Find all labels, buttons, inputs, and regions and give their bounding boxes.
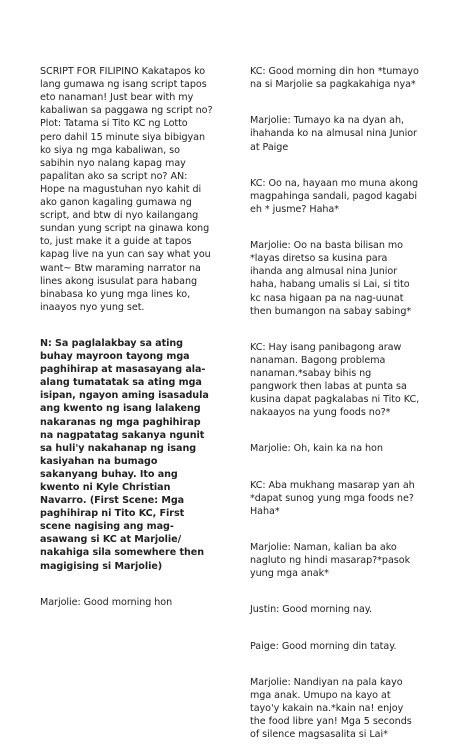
dialogue-line-marjolie: Marjolie: Good morning hon xyxy=(40,596,173,608)
dialogue-line: Marjolie: Tumayo ka na dyan ah, ihahanda ko na almusal nina Junior at Paige xyxy=(250,115,417,153)
right-column xyxy=(250,52,446,754)
script-intro-paragraph: SCRIPT FOR FILIPINO Kakatapos ko lang gumawa ng isang script tapos eto nanaman! Just bear with my kabaliwan sa paggawa ng script no? Plot: Tatama si Tito KC ng Lotto pero dahil 15 minute siya bibigyan ko siya ng mga kabaliwan, so sabihin nyo nalang kapag may papalitan ako sa script no? AN: Hope na magustuhan nyo kahit di ako ganon kagaling gumawa ng script, and btw di nyo kailangang sundan yung script na ginawa kong to, just make it a guide at tapos kapag live na yun can say what you want~ Btw maraming narrator na lines akong isusulat para habang binabasa ko yung mga lines ko, inaayos nyo yung set. xyxy=(40,66,213,313)
dialogue-line: KC: Aba mukhang masarap yan ah *dapat sunog yung mga foods ne? Haha* xyxy=(250,479,415,517)
dialogue-line: Paige: Good morning din tatay. xyxy=(250,640,397,652)
dialogue-line: Marjolie: Nandiyan na pala kayo mga anak. Umupo na kayo at tayo'y kakain na.*kain na! enjoy the food libre yan! Mga 5 seconds of silence magsasalita si Lai* xyxy=(250,676,412,741)
dialogue-line: KC: Good morning din hon *tumayo na si Marjolie sa pagkakahiga nya* xyxy=(250,66,419,91)
dialogue-line: Marjolie: Oo na basta bilisan mo *layas diretso sa kusina para ihanda ang almusal nina Junior haha, habang umalis si Lai, si tito kc nasa higaan pa na nag-uunat then bumangon na sabay sabing* xyxy=(250,240,412,317)
dialogue-line: Marjolie: Naman, kalian ba ako nagluto ng hindi masarap?*pasok yung mga anak* xyxy=(250,542,411,580)
dialogue-line: KC: Oo na, hayaan mo muna akong magpahinga sandali, pagod kagabi eh * jusme? Haha* xyxy=(250,177,419,215)
dialogue-line: Marjolie: Oh, kain ka na hon xyxy=(250,443,383,455)
narrator-paragraph: N: Sa paglalakbay sa ating buhay mayroon tayong mga paghihirap at masasayang ala- alang tumatatak sa ating mga isipan, ngayon aming isasadula ang kwento ng isang lalakeng nakaranas ng mga paghihirap na nagpatatag sakanya ngunit sa huli'y nakahanap ng isang kasiyahan na bumago sakanyang buhay. Ito ang kwento ni Kyle Christian Navarro. (First Scene: Mga paghihirap ni Tito KC, First scene nagising ang mag- asawang si KC at Marjolie/ nakahiga sila somewhere then magigising si Marjolie) xyxy=(40,337,209,572)
dialogue-line: Justin: Good morning nay. xyxy=(250,604,373,616)
dialogue-line: KC: Hay isang panibagong araw nanaman. Bagong problema nanaman.*sabay bihis ng pangwork then labas at punta sa kusina dapat pagkalabas ni Tito KC, nakaayos na yung foods no?* xyxy=(250,341,420,419)
left-column xyxy=(40,52,230,622)
